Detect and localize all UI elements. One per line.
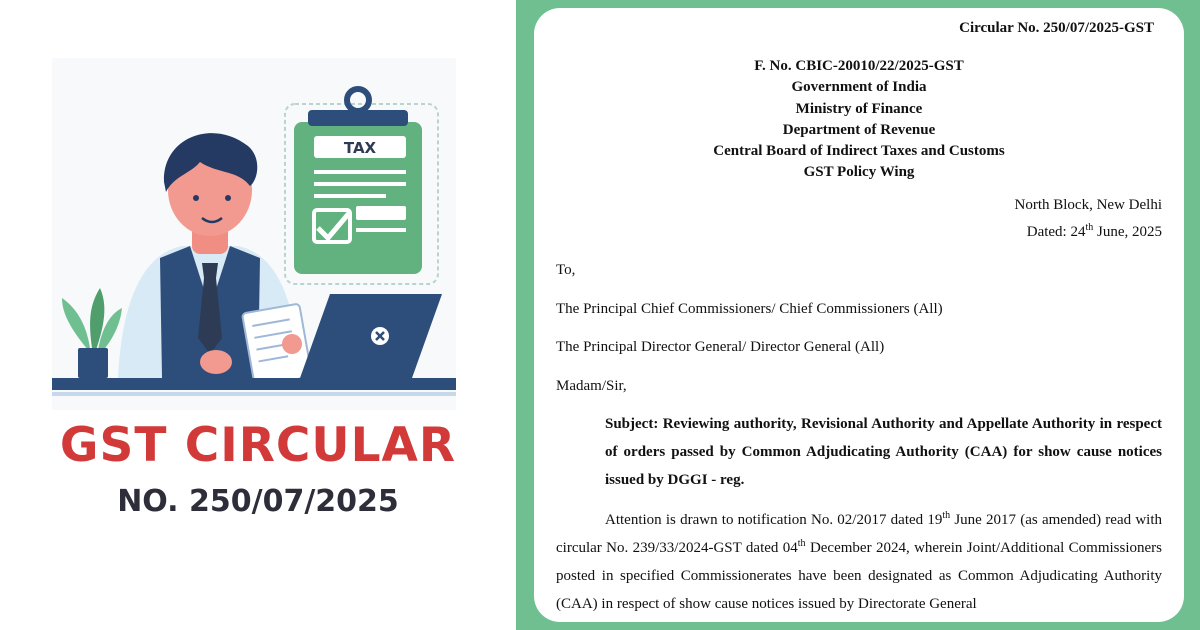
- subject-paragraph: Subject: Reviewing authority, Revisional Authority and Appellate Authority in respect of orders passed by Common Adjudicating Authority (CAA) for show cause notices issued by DGGI - reg.: [605, 416, 1162, 488]
- header-line: Central Board of Indirect Taxes and Customs: [713, 143, 1005, 159]
- issue-place: North Block, New Delhi: [1014, 197, 1162, 213]
- header-line: Ministry of Finance: [795, 101, 923, 117]
- header-line: Government of India: [791, 79, 927, 95]
- circular-document: [534, 8, 1184, 622]
- tax-tag: TAX: [343, 139, 377, 157]
- header-line: Department of Revenue: [782, 122, 936, 138]
- header-line: GST Policy Wing: [803, 164, 915, 180]
- recipient-line: The Principal Director General/ Director General (All): [556, 339, 885, 355]
- banner-panel: [0, 0, 516, 630]
- recipient-line: The Principal Chief Commissioners/ Chief Commissioners (All): [556, 301, 943, 317]
- circular-number: Circular No. 250/07/2025-GST: [959, 20, 1154, 36]
- banner-subtitle: NO. 250/07/2025: [117, 484, 399, 519]
- salutation: Madam/Sir,: [556, 378, 627, 394]
- file-number: F. No. CBIC-20010/22/2025-GST: [754, 58, 964, 74]
- body-paragraph: Attention is drawn to notification No. 02/2017 dated 19th June 2017 (as amended) read with circular No. 239/33/2024-GST dated 04th December 2024, wherein Joint/Additional Commissioners posted in specified Commissionerates have been designated as Common Adjudicating Authority (CAA) in respect of show cause notices issued by Directorate General: [556, 510, 1162, 612]
- tax-professional-illustration: [52, 58, 456, 410]
- banner-title: GST CIRCULAR: [59, 418, 457, 473]
- issue-date: Dated: 24th June, 2025: [1026, 222, 1162, 240]
- to-line: To,: [556, 262, 576, 278]
